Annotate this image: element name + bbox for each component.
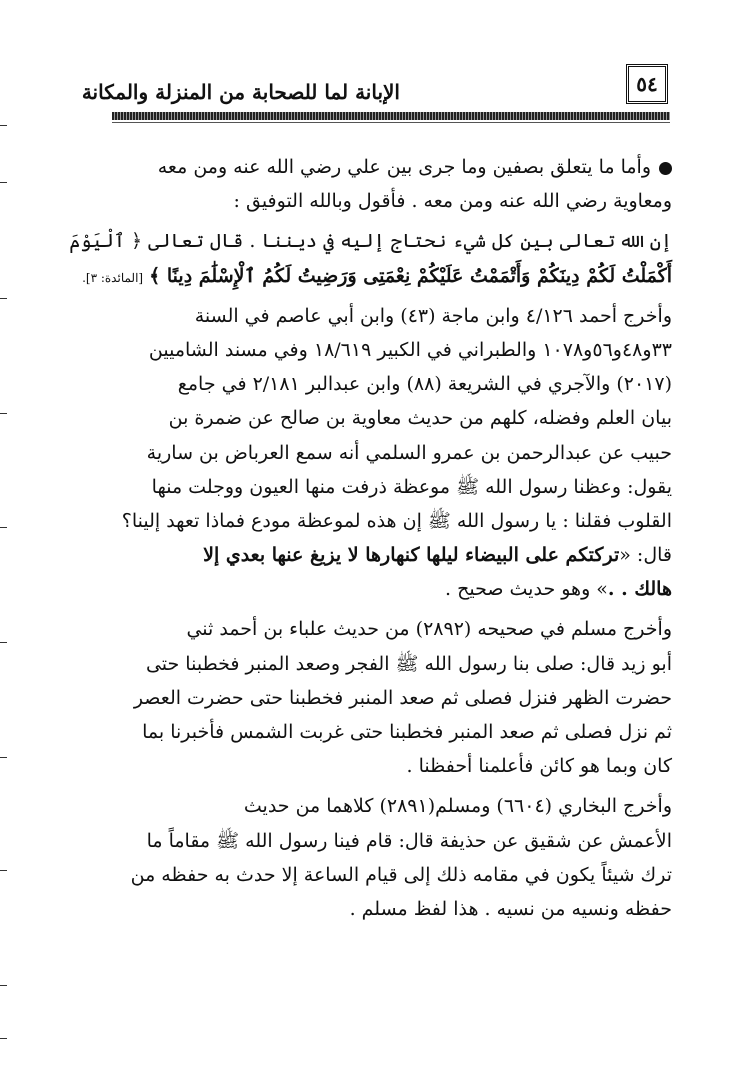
quran-verse: أَكْمَلْتُ لَكُمْ دِينَكُمْ وَأَتْمَمْتُ عَلَيْكُمْ نِعْمَتِى وَرَضِيتُ لَكُمُ ٱلْإِسْلَٰمَ دِينًا ﴾ — [149, 264, 672, 287]
paragraph-quran-verse — [69, 224, 672, 292]
text-line: أبو زيد قال: صلى بنا رسول الله ﷺ الفجر وصعد المنبر فخطبنا حتى — [145, 652, 672, 675]
text-line: إن الله تعالى بين كل شيء نحتاج إليه في ديننا . قال تعالى ﴿ ٱلْيَوْمَ — [69, 230, 672, 253]
paragraph-muslim-hadith — [124, 612, 672, 783]
text-line: حفظه ونسيه من نسيه . هذا لفظ مسلم . — [349, 897, 672, 920]
text-line — [124, 538, 672, 572]
text-line: حبيب عن عبدالرحمن بن عمرو السلمي أنه سمع العرباض بن سارية — [146, 441, 672, 464]
paragraph-siffin-intro — [124, 150, 672, 218]
running-title: الإبانة لما للصحابة من المنزلة والمكانة — [81, 80, 400, 104]
text-line — [82, 259, 672, 293]
quote-intro: قال: « — [619, 544, 672, 567]
text-line: وأخرج أحمد ٤/١٢٦ وابن ماجة (٤٣) وابن أبي عاصم في السنة — [194, 304, 672, 327]
text-line: وأخرج مسلم في صحيحه (٢٨٩٢) من حديث علباء بن أحمد ثني — [186, 618, 672, 641]
margin-tick — [0, 527, 7, 528]
margin-tick — [0, 182, 7, 183]
text-line: ترك شيئاً يكون في مقامه ذلك إلى قيام الساعة إلا حدث به حفظه من — [130, 863, 672, 886]
hadith-quote: هالك . . — [607, 578, 672, 601]
verse-reference: [المائدة: ٣]. — [82, 270, 144, 285]
margin-tick — [0, 642, 7, 643]
text-line: ثم نزل فصلى ثم صعد المنبر فخطبنا حتى غربت الشمس فأخبرنا بما — [142, 721, 672, 743]
margin-tick — [0, 125, 7, 126]
text-line: وأخرج البخاري (٦٦٠٤) ومسلم(٢٨٩١) كلاهما من حديث — [243, 795, 672, 818]
text-line: (٢٠١٧) والآجري في الشريعة (٨٨) وابن عبدالبر ٢/١٨١ في جامع — [177, 373, 672, 396]
hadith-quote: تركتكم على البيضاء ليلها كنهارها لا يزيغ عنها بعدي إلا — [203, 544, 620, 567]
margin-tick — [0, 870, 7, 871]
bullet-icon — [659, 162, 672, 175]
margin-tick — [0, 1038, 7, 1039]
paragraph-irbad-hadith — [121, 299, 672, 607]
body-text — [69, 150, 672, 932]
text-line: ٣٣و٤٨و٥٦و١٠٧٨ والطبراني في الكبير ١٨/٦١٩ وفي مسند الشاميين — [148, 338, 672, 361]
paragraph-bukhari-hadith — [124, 789, 672, 926]
margin-tick — [0, 298, 7, 299]
text-line: وأما ما يتعلق بصفين وما جرى بين علي رضي الله عنه ومن معه — [124, 150, 672, 184]
text-line: بيان العلم وفضله، كلهم من حديث معاوية بن صالح عن ضمرة بن — [168, 407, 672, 430]
text-line — [124, 572, 672, 606]
page-number: ٥٤ — [626, 64, 668, 104]
margin-tick — [0, 985, 7, 986]
text-line: القلوب فقلنا : يا رسول الله ﷺ إن هذه لموعظة مودع فماذا تعهد إلينا؟ — [121, 509, 672, 532]
text-line: ومعاوية رضي الله عنه ومن معه . فأقول وبالله التوفيق : — [233, 190, 672, 213]
text-line: الأعمش عن شقيق عن حذيفة قال: قام فينا رسول الله ﷺ مقاماً ما — [146, 829, 672, 852]
header-rule — [112, 112, 670, 120]
quote-tail: » وهو حديث صحيح . — [445, 578, 608, 601]
margin-tick — [0, 413, 7, 414]
margin-tick — [0, 757, 7, 758]
text-line: حضرت الظهر فنزل فصلى ثم صعد المنبر فخطبنا حتى حضرت العصر — [133, 686, 672, 709]
text-line: يقول: وعظنا رسول الله ﷺ موعظة ذرفت منها العيون ووجلت منها — [151, 475, 672, 498]
text-line: كان وبما هو كائن فأعلمنا أحفظنا . — [406, 755, 672, 778]
